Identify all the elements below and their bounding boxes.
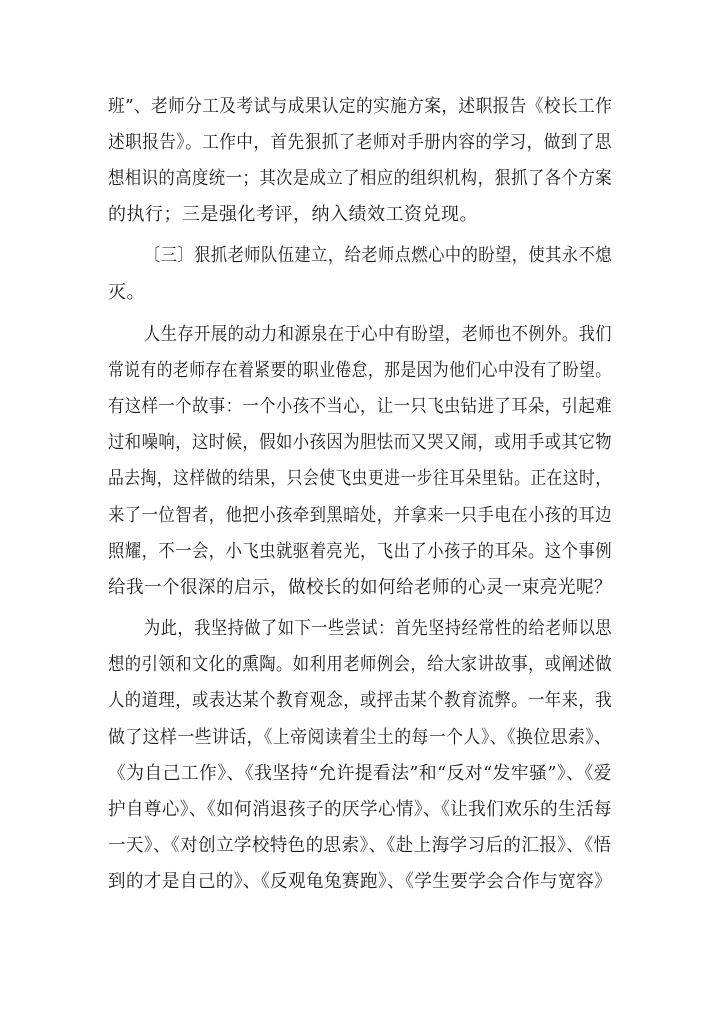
text-line: 护自尊心》、《如何消退孩子的厌学心情》、《让我们欢乐的生活每 [108, 799, 613, 820]
text-line: 班”、老师分工及考试与成果认定的实施方案，述职报告《校长工作 [108, 96, 613, 117]
text-line: 到的才是自己的》、《反观龟兔赛跑》、《学生要学会合作与宽容》 [108, 871, 613, 892]
text-line: 常说有的老师存在着紧要的职业倦怠，那是因为他们心中没有了盼望。 [108, 360, 612, 381]
text-line: 人生存开展的动力和源泉在于心中有盼望，老师也不例外。我们 [144, 324, 613, 345]
text-line: 给我一个很深的启示，做校长的如何给老师的心灵一束亮光呢？ [108, 577, 613, 598]
text-line: 做了这样一些讲话，《上帝阅读着尘土的每一个人》、《换位思索》、 [108, 727, 612, 748]
text-line: 品去掏，这样做的结果，只会使飞虫更进一步往耳朵里钻。正在这时， [108, 468, 612, 489]
text-line: 的执行；三是强化考评，纳入绩效工资兑现。 [108, 204, 478, 225]
text-line: 为此，我坚持做了如下一些尝试：首先坚持经常性的给老师以思 [144, 618, 613, 639]
text-line: 述职报告》。工作中，首先狠抓了老师对手册内容的学习，做到了思 [108, 132, 613, 153]
text-line: 过和噪响，这时候，假如小孩因为胆怯而又哭又闹，或用手或其它物 [108, 432, 612, 453]
text-line: 人的道理，或表达某个教育观念，或抨击某个教育流弊。一年来，我 [108, 690, 612, 711]
text-line: 来了一位智者，他把小孩牵到黑暗处，并拿来一只手电在小孩的耳边 [108, 505, 612, 526]
text-line: 照耀，不一会，小飞虫就驱着亮光，飞出了小孩子的耳朵。这个事例 [108, 541, 612, 562]
text-line: 想的引领和文化的熏陶。如利用老师例会，给大家讲故事，或阐述做 [108, 654, 612, 675]
text-line: 有这样一个故事：一个小孩不当心，让一只飞虫钻进了耳朵，引起难 [108, 396, 612, 417]
text-line: 〔三〕狠抓老师队伍建立，给老师点燃心中的盼望，使其永不熄 [144, 245, 613, 266]
text-line: 灭。 [108, 282, 145, 303]
text-line: 《为自己工作》、《我坚持“允许提看法”和“反对“发牢骚”》、《爱 [108, 763, 613, 784]
text-line: 想相识的高度统一；其次是成立了相应的组织机构，狠抓了各个方案 [108, 168, 612, 189]
text-line: 一天》、《对创立学校特色的思索》、《赴上海学习后的汇报》、《悟 [108, 835, 612, 856]
